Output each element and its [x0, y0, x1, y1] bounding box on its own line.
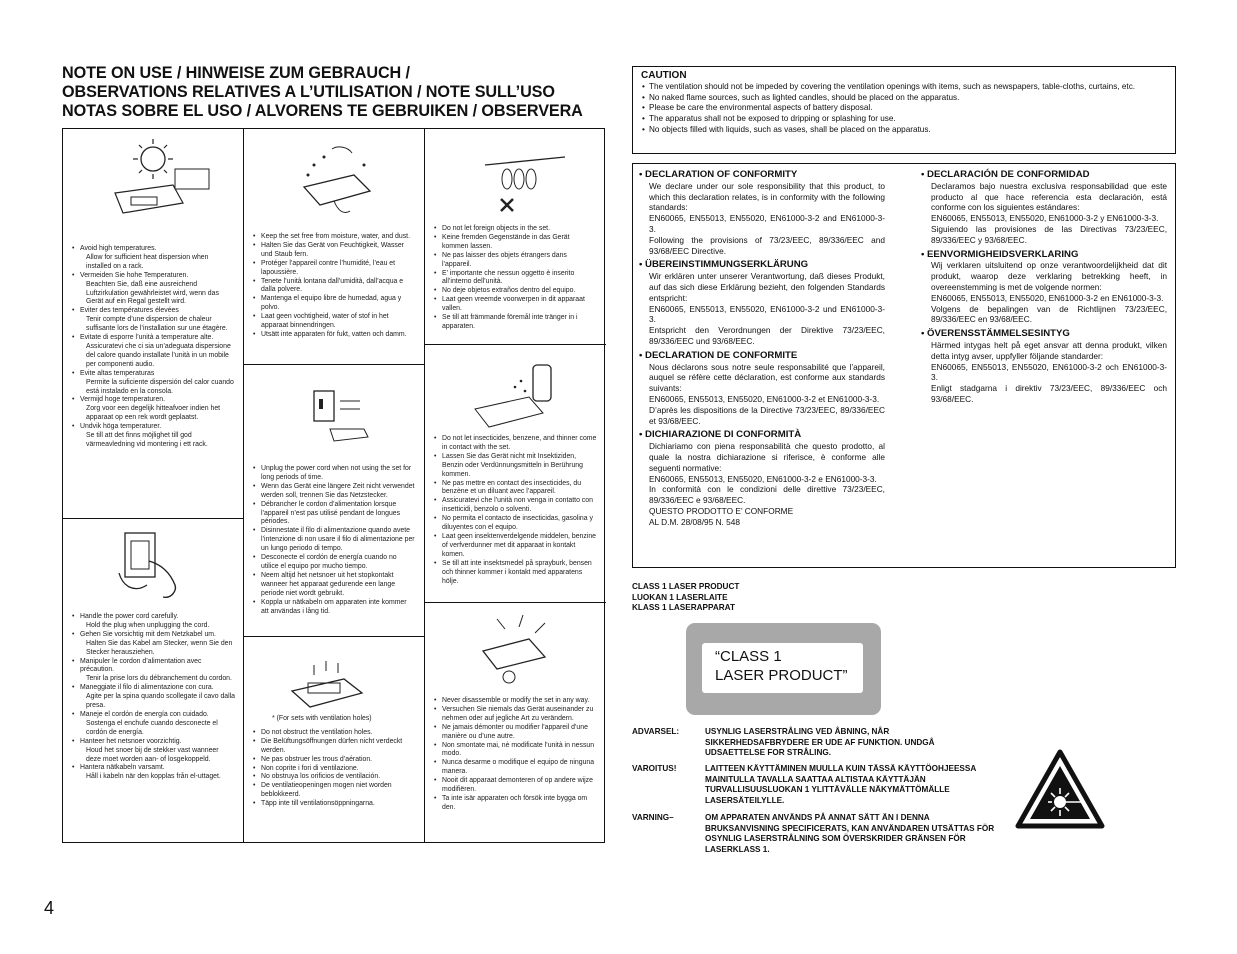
insecticides-list — [433, 435, 597, 586]
disassembled-set-icon — [425, 609, 606, 699]
declaration-heading: • DECLARACIÓN DE CONFORMIDAD — [921, 169, 1090, 180]
list-item-text: Vermijd hoge temperaturen. — [80, 396, 166, 404]
list-item — [261, 572, 416, 599]
list-item — [442, 234, 597, 252]
list-item — [442, 314, 597, 332]
ventilation-note: * (For sets with ventilation holes) — [272, 715, 372, 722]
declaration-paragraph: Declaramos bajo nuestra exclusiva responsabilidad que este producto al que hace referencia esta declaración, está conforme con los siguientes estándares: — [931, 180, 1167, 213]
list-item — [442, 724, 597, 742]
list-item — [442, 296, 597, 314]
list-item-text: Gehen Sie vorsichtig mit dem Netzkabel um. — [80, 630, 216, 638]
declaration-paragraph: Siguiendo las provisiones de las Directivas 73/23/EEC, 89/336/EEC y 93/68/EEC. — [931, 223, 1167, 245]
list-item — [442, 435, 597, 453]
list-item-text: Laat geen vochtigheid, water of stof in het apparaat binnendringen. — [261, 313, 389, 330]
list-item-text: Débrancher le cordon d’alimentation lorsque l’appareil n’est pas utilisé pendant de longues périodes. — [261, 500, 401, 526]
declaration-paragraph: Härmed intygas helt på eget ansvar att denna produkt, vilken detta intyg avser, uppfyller följande standarder: — [931, 339, 1167, 361]
list-item — [80, 738, 235, 765]
moisture-list — [252, 233, 416, 340]
list-item — [261, 465, 416, 483]
list-item-text: Evite altas temperaturas — [80, 369, 155, 377]
list-item — [261, 313, 416, 331]
water-splash-icon — [244, 135, 424, 225]
declaration-body — [921, 181, 1167, 246]
foreign-list — [433, 225, 597, 332]
list-item-text: Se till att inte insektsmedel på sprayburk, bensen och thinner kommer i kontakt med apparatens hölje. — [442, 559, 592, 585]
list-item — [261, 738, 416, 756]
list-item-detail: Assicuratevi che ci sia un’adeguata dispersione del calore quando installate l’unità in un mobile per componenti audio. — [86, 342, 231, 368]
caution-item: • Please be care the environmental aspects of battery disposal. — [649, 103, 1167, 114]
declaration-paragraph: Wij verklaren uitsluitend op onze verantwoordelijkheid dat dit produkt, waarop deze verklaring betrekking heeft, in overeenstemming is met de volgende normen: — [931, 260, 1167, 292]
declaration-paragraph: In conformità con le condizioni delle direttive 73/23/EEC, 89/336/EEC e 93/68/EEC. — [649, 484, 885, 506]
list-item — [80, 334, 235, 370]
declaration-heading: • DICHIARAZIONE DI CONFORMITÀ — [639, 429, 802, 441]
spray-can-icon — [425, 351, 606, 441]
list-item — [442, 742, 597, 760]
list-item — [261, 599, 416, 617]
list-item-text: Maneje el cordón de energía con cuidado. — [80, 710, 209, 718]
warning-message: USYNLIG LASERSTRÅLING VED ÅBNING, NÅR SIKKERHEDSAFBRYDERE ER UDE AF FUNKTION. UNDGÅ UDSAETTELSE FOR STRÅLING. — [705, 727, 935, 758]
list-item — [442, 497, 597, 515]
list-item — [442, 759, 597, 777]
warning-label: VARNING– — [632, 813, 674, 822]
declaration-heading: • EENVORMIGHEIDSVERKLARING — [921, 248, 1079, 260]
page-title — [62, 64, 622, 121]
declaration-body — [639, 362, 885, 427]
coins-icon — [425, 135, 606, 225]
list-item-text: Wenn das Gerät eine längere Zeit nicht verwendet werden soll, trennen Sie das Netzstecker. — [261, 482, 415, 499]
list-item — [442, 515, 597, 533]
list-item-text: Ne pas obstruer les trous d’aération. — [261, 755, 373, 763]
list-item — [80, 272, 235, 308]
list-item — [261, 554, 416, 572]
laser-head-3: KLASS 1 LASERAPPARAT — [632, 603, 735, 612]
cell-heat — [63, 129, 244, 519]
cell-foreign — [425, 129, 606, 345]
list-item-detail: Allow for sufficient heat dispersion when installed on a rack. — [86, 253, 209, 270]
caution-item: • The apparatus shall not be exposed to dripping or splashing for use. — [649, 114, 1167, 125]
list-item-text: Desconecte el cordón de energía cuando no utilice el equipo por mucho tiempo. — [261, 554, 397, 570]
declaration-paragraph: Volgens de bepalingen van de Richtlijnen 73/23/EEC, 89/336/EEC en 93/68/EEC. — [931, 303, 1167, 325]
declaration-paragraph: EN60065, EN55013, EN55020, EN61000-3-2 e EN61000-3-3. — [649, 473, 877, 484]
list-item-text: Unplug the power cord when not using the set for long periods of time. — [261, 465, 412, 481]
list-item-text: Non smontate mai, nè modificate l’unità in nessun modo. — [442, 741, 595, 758]
list-item — [80, 613, 235, 631]
list-item-text: De ventilatieopeningen mogen niet worden beblokkeerd. — [261, 782, 392, 799]
list-item — [442, 777, 597, 795]
list-item-text: Manipuler le cordon d’alimentation avec précaution. — [80, 657, 202, 674]
declaration-paragraph: D’après les dispositions de la Directive 73/23/EEC, 89/336/EEC et 93/68/EEC. — [649, 404, 885, 426]
declarations-box — [632, 163, 1176, 568]
list-item — [261, 729, 416, 738]
list-item — [442, 560, 597, 587]
disassemble-list — [433, 697, 597, 813]
list-item — [442, 287, 597, 296]
caution-item: • No naked flame sources, such as lighted candles, should be placed on the apparatus. — [649, 93, 1167, 104]
list-item — [261, 501, 416, 528]
caution-heading: CAUTION — [641, 70, 687, 81]
declaration-body — [639, 271, 885, 347]
ventilation-list — [252, 729, 416, 809]
caution-item: • No objects filled with liquids, such as vases, shall be placed on the apparatus. — [649, 125, 1167, 136]
list-item-detail: Se till att det finns möjlighet till god värmeavledning vid montering i ett rack. — [86, 432, 208, 448]
laser-class-heading — [632, 582, 739, 614]
list-item-detail: Hold the plug when unplugging the cord. — [86, 621, 210, 629]
title-line-3: NOTAS SOBRE EL USO / ALVORENS TE GEBRUIKEN / OBSERVERA — [62, 102, 583, 120]
list-item-text: Laat geen insektenverdelgende middelen, benzine of verfverdunner met dit apparaat in kontakt komen. — [442, 532, 597, 558]
list-item — [80, 370, 235, 397]
warning-message: OM APPARATEN ANVÄNDS PÅ ANNAT SÄTT ÄN I DENNA BRUKSANVISNING SPECIFICERATS, KAN ANVÄNDAREN UTSÄTTAS FÖR OSYNLIG LASERSTRÅLNING SOM ÖVERSKRIDER GRÄNSEN FÖR LASERKLASS 1. — [705, 813, 995, 854]
list-item-text: Ne jamais démonter ou modifier l’appareil d’une manière ou d’une autre. — [442, 723, 588, 740]
title-line-1: NOTE ON USE / HINWEISE ZUM GEBRAUCH / — [62, 64, 410, 82]
list-item-detail: Tenir compte d’une dispersion de chaleur suffisante lors de l’installation sur une étagère. — [86, 316, 228, 333]
laser-label-line-1: “CLASS 1 — [715, 648, 782, 665]
caution-list — [641, 82, 1167, 136]
list-item — [80, 711, 235, 738]
declaration-paragraph: EN60065, EN55013, EN55020, EN61000-3-2 and EN61000-3-3. — [649, 213, 885, 234]
list-item-detail: Beachten Sie, daß eine ausreichend Luftzirkulation gewährleistet wird, wenn das Gerät auf ein Regal gestellt wird. — [86, 280, 219, 306]
list-item — [442, 480, 597, 498]
list-item-text: No permita el contacto de insecticidas, gasolina y diluyentes con el equipo. — [442, 515, 593, 532]
declarations-right-column — [921, 170, 1167, 405]
list-item-text: Protéger l’appareil contre l’humidité, l’eau et lapoussière. — [261, 259, 396, 276]
declarations-left-column — [639, 170, 885, 528]
declaration-heading: • ÜBEREINSTIMMUNGSERKLÄRUNG — [639, 259, 809, 271]
declaration-paragraph: Wir erklären unter unserer Verantwortung, daß dieses Produkt, auf das sich diese Erklärung bezieht, den folgenden Standards entspricht: — [649, 271, 885, 303]
declaration-paragraph: Dichiariamo con piena responsabilità che questo prodotto, al quale la nostra dichiarazione si riferisce, è conforme alle seguenti normative: — [649, 441, 885, 473]
list-item-text: Tenete l’unità lontana dall’umidità, dall’acqua e dalla polvere. — [261, 277, 404, 294]
list-item-text: Handle the power cord carefully. — [80, 613, 179, 620]
list-item — [442, 697, 597, 706]
laser-head-2: LUOKAN 1 LASERLAITE — [632, 592, 728, 602]
list-item-text: No obstruya los orificios de ventilación. — [261, 773, 381, 781]
list-item-detail: Sostenga el enchufe cuando desconecte el cordón de energía. — [86, 719, 218, 736]
laser-product-label — [686, 623, 881, 715]
cell-moisture — [244, 129, 425, 365]
list-item-text: Koppla ur nätkabeln om apparaten inte kommer att användas i lång tid. — [261, 598, 407, 615]
list-item-detail: Halten Sie das Kabel am Stecker, wenn Sie den Stecker herausziehen. — [86, 639, 233, 656]
cord-list — [71, 613, 235, 782]
list-item-text: Hanteer het netsnoer voorzichtig. — [80, 737, 182, 745]
list-item — [80, 631, 235, 658]
unplug-list — [252, 465, 416, 616]
list-item — [261, 756, 416, 765]
list-item — [261, 233, 416, 242]
declaration-paragraph: EN60065, EN55013, EN55020, EN61000-3-2 y EN61000-3-3. — [931, 213, 1159, 224]
heat-list — [71, 245, 235, 450]
declaration-body — [639, 181, 885, 257]
cell-cord — [63, 519, 244, 843]
warning-label: VAROITUS! — [632, 764, 677, 773]
warning-message: LAITTEEN KÄYTTÄMINEN MUULLA KUIN TÄSSÄ KÄYTTÖOHJEESSA MAINITULLA TAVALLA SAATTAA ALTISTAA KÄYTTÄJÄN TURVALLISUUSLUOKAN 1 YLITTÄVÄLLE NÄKYMÄTTÖMÄLLE LASERSÄTEILYLLE. — [705, 764, 976, 805]
list-item — [442, 453, 597, 480]
list-item — [442, 706, 597, 724]
list-item-detail: Zorg voor een degelijk hitteafvoer indien het apparaat op een rek wordt geplaatst. — [86, 405, 221, 422]
list-item-text: Versuchen Sie niemals das Gerät auseinander zu nehmen oder auf jegliche Art zu verändern. — [442, 705, 594, 722]
declaration-paragraph: EN60065, EN55013, EN55020, EN61000-3-2 en EN61000-3-3. — [931, 292, 1164, 303]
list-item — [80, 307, 235, 334]
declaration-heading: • DECLARATION OF CONFORMITY — [639, 169, 798, 180]
laser-head-1: CLASS 1 LASER PRODUCT — [632, 582, 740, 591]
list-item-text: Se till att främmande föremål inte tränger in i apparaten. — [442, 314, 578, 330]
wall-outlet-icon — [63, 525, 243, 615]
list-item-text: Ne pas laisser des objets étrangers dans l’appareil. — [442, 251, 567, 268]
list-item — [261, 295, 416, 313]
caution-item: • The ventilation should not be impeded by covering the ventilation openings with items, such as newspapers, table-cloths, curtains, etc. — [649, 82, 1167, 93]
declaration-body — [639, 441, 885, 527]
list-item-text: Vermeiden Sie hohe Temperaturen. — [80, 271, 189, 279]
declaration-body — [921, 260, 1167, 325]
list-item — [261, 260, 416, 278]
declaration-paragraph: Entspricht den Verordnungen der Direktive 73/23/EEC, 89/336/EEC und 93/68/EEC. — [649, 325, 885, 346]
list-item-text: Ne pas mettre en contact des insecticides, du benzène et un diluant avec l’appareil. — [442, 479, 582, 496]
list-item — [80, 658, 235, 685]
list-item-text: Do not let foreign objects in the set. — [442, 225, 551, 232]
cell-unplug — [244, 365, 425, 637]
note-on-use-grid — [62, 128, 605, 843]
list-item — [80, 396, 235, 423]
list-item — [80, 684, 235, 711]
list-item — [261, 278, 416, 296]
list-item — [261, 483, 416, 501]
laser-warning-icon — [1014, 748, 1106, 837]
list-item-text: Disinnestate il filo di alimentazione quando avete l’intenzione di non usare il filo di alimentazione per un lungo periodo di tempo. — [261, 527, 415, 553]
declaration-body — [921, 340, 1167, 405]
declaration-paragraph: EN60065, EN55013, EN55020, EN61000-3-2 et EN61000-3-3. — [649, 393, 880, 404]
list-item — [442, 252, 597, 270]
power-plug-icon — [244, 371, 424, 461]
warning-label: ADVARSEL: — [632, 727, 680, 736]
list-item — [261, 331, 416, 340]
declaration-paragraph: We declare under our sole responsibility that this product, to which this declaration relates, is in conformity with the following standards: — [649, 180, 885, 213]
list-item-text: Do not let insecticides, benzene, and thinner come in contact with the set. — [442, 435, 597, 451]
laser-label-line-2: LASER PRODUCT” — [715, 667, 848, 684]
declaration-paragraph: AL D.M. 28/08/95 N. 548 — [649, 516, 741, 527]
list-item — [261, 800, 416, 809]
list-item-text: Undvik höga temperaturer. — [80, 423, 162, 431]
list-item-text: Non coprite i fori di ventilazione. — [261, 764, 359, 772]
list-item-text: Hantera nätkabeln varsamt. — [80, 764, 165, 772]
list-item-text: Laat geen vreemde voorwerpen in dit apparaat vallen. — [442, 296, 585, 313]
list-item-text: Halten Sie das Gerät von Feuchtigkeit, Wasser und Staub fern. — [261, 241, 404, 258]
list-item-text: Never disassemble or modify the set in any way. — [442, 697, 590, 704]
caution-box — [632, 66, 1176, 154]
list-item-text: Lassen Sie das Gerät nicht mit Insektiziden, Benzin oder Verdünnungsmitteln in Berührung kommen. — [442, 452, 583, 478]
list-item-text: Do not obstruct the ventilation holes. — [261, 728, 373, 736]
title-line-2: OBSERVATIONS RELATIVES A L’UTILISATION / NOTE SULL’USO — [62, 83, 555, 101]
cell-ventilation — [244, 637, 425, 843]
list-item — [442, 533, 597, 560]
list-item-text: Nunca desarme o modifique el equipo de ninguna manera. — [442, 759, 595, 776]
list-item-text: No deje objetos extraños dentro del equipo. — [442, 287, 576, 295]
list-item-text: Täpp inte till ventilationsöppningarna. — [261, 800, 375, 808]
list-item-text: Assicuratevi che l’unità non venga in contatto con insetticidi, benzolo o solventi. — [442, 497, 593, 514]
list-item-text: Evitate di esporre l’unità a temperature alte. — [80, 334, 214, 342]
list-item — [261, 527, 416, 554]
list-item — [80, 764, 235, 782]
list-item-text: E’ importante che nessun oggetto è inserito all’interno dell’unità. — [442, 269, 575, 286]
list-item-text: Avoid high temperatures. — [80, 245, 157, 252]
list-item-detail: Tenir la prise lors du débranchement du cordon. — [86, 675, 232, 683]
list-item — [442, 225, 597, 234]
list-item-detail: Agite per la spina quando scollegate il cavo dalla presa. — [86, 693, 236, 710]
declaration-heading: • ÖVERENSSTÄMMELSESINTYG — [921, 328, 1070, 340]
list-item-text: Neem altijd het netsnoer uit het stopkontakt wanneer het apparaat gedurende een lange periode niet wordt gebruikt. — [261, 571, 396, 597]
list-item — [261, 773, 416, 782]
list-item — [80, 245, 235, 272]
declaration-paragraph: Nous déclarons sous notre seule responsabilité que l’appareil, auquel se réfère cette déclaration, est conforme aux standards suivants: — [649, 361, 885, 394]
sun-heat-icon — [63, 135, 243, 225]
cell-insecticides — [425, 345, 606, 603]
list-item-detail: Håll i kabeln när den kopplas från el-uttaget. — [86, 773, 221, 781]
list-item-text: Ta inte isär apparaten och försök inte bygga om den. — [442, 794, 588, 811]
list-item-detail: Houd het snoer bij de stekker vast wanneer deze moet worden aan- of losgekoppeld. — [86, 746, 219, 763]
declaration-paragraph: EN60065, EN55013, EN55020, EN61000-3-2 och EN61000-3-3. — [931, 361, 1167, 383]
declaration-paragraph: Following the provisions of 73/23/EEC, 89/336/EEC and 93/68/EEC Directive. — [649, 234, 885, 256]
list-item-text: Maneggiate il filo di alimentazione con cura. — [80, 684, 214, 692]
list-item-text: Mantenga el equipo libre de humedad, agua y polvo. — [261, 295, 402, 312]
list-item-text: Eviter des températures élevées — [80, 307, 179, 315]
list-item — [261, 782, 416, 800]
page-number: 4 — [44, 898, 55, 918]
declaration-paragraph: EN60065, EN55013, EN55020, EN61000-3-2 und EN61000-3-3. — [649, 303, 885, 325]
list-item-text: Utsätt inte apparaten för fukt, vatten och damm. — [261, 330, 407, 338]
list-item-text: Keep the set free from moisture, water, and dust. — [261, 233, 410, 240]
list-item-text: Keine fremden Gegenstände in das Gerät kommen lassen. — [442, 233, 570, 250]
declaration-paragraph: Enligt stadgarna i direktiv 73/23/EEC, 89/336/EEC och 93/68/EEC. — [931, 383, 1167, 404]
declaration-paragraph: QUESTO PRODOTTO E’ CONFORME — [649, 505, 794, 516]
cell-disassemble — [425, 603, 606, 843]
list-item — [442, 270, 597, 288]
list-item — [442, 795, 597, 813]
list-item — [261, 765, 416, 774]
list-item — [80, 423, 235, 450]
list-item-text: Die Belüftungsöffnungen dürfen nicht verdeckt werden. — [261, 737, 403, 754]
list-item — [261, 242, 416, 260]
list-item-detail: Permite la suficiente dispersión del calor cuando está instalado en la consola. — [86, 378, 234, 395]
declaration-heading: • DECLARATION DE CONFORMITE — [639, 349, 798, 361]
list-item-text: Nooit dit apparaat demonteren of op andere wijze modifiëren. — [442, 777, 593, 794]
